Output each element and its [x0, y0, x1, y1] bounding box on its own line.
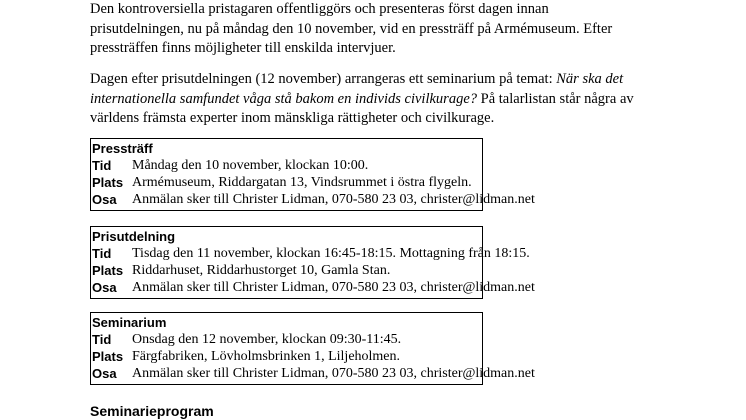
- seminar-text: Dagen efter prisutdelningen (12 november) arrangeras ett seminarium på temat:: [90, 71, 557, 87]
- row-value: Tisdag den 11 november, klockan 16:45-18:15. Mottagning från 18:15.: [132, 246, 530, 261]
- seminar-question: internationella samfundet våga stå bakom en individs civilkurage?: [90, 90, 478, 107]
- row-value: Måndag den 10 november, klockan 10:00.: [132, 158, 369, 173]
- event-row-osa: [91, 191, 535, 208]
- seminar-question: När ska det: [556, 71, 624, 87]
- row-value: Färgfabriken, Lövholmsbrinken 1, Liljeholmen.: [132, 349, 401, 364]
- event-box-presstraff: [90, 138, 535, 211]
- seminar-paragraph: [90, 70, 690, 129]
- intro-line: pressträffen finns möjligheter till enskilda intervjuer.: [90, 40, 396, 56]
- row-label: Tid: [92, 246, 112, 261]
- row-label: Plats: [92, 349, 124, 364]
- row-label: Tid: [92, 332, 112, 347]
- event-box-prisutdelning: [90, 226, 535, 299]
- intro-line: prisutdelningen, nu på måndag den 10 november, vid en pressträff på Armémuseum. Efter: [90, 20, 613, 37]
- row-label: Osa: [92, 366, 117, 381]
- seminar-text: världens främsta experter inom mänskliga rättigheter och civilkurage.: [90, 110, 495, 126]
- row-label: Tid: [92, 158, 112, 173]
- seminar-text: På talarlistan står några av: [477, 90, 634, 107]
- event-row-tid: [91, 331, 482, 348]
- row-value: Anmälan sker till Christer Lidman, 070-580 23 03, christer@lidman.net: [132, 192, 535, 207]
- event-row-plats: [91, 348, 482, 365]
- event-box-seminarium: [90, 312, 535, 385]
- program-heading: Seminarieprogram: [90, 403, 214, 419]
- event-title: Pressträff: [92, 141, 153, 156]
- event-title: Prisutdelning: [92, 229, 176, 244]
- row-value: Anmälan sker till Christer Lidman, 070-580 23 03, christer@lidman.net: [132, 280, 535, 295]
- intro-line: Den kontroversiella pristagaren offentliggörs och presenteras först dagen innan: [90, 1, 549, 17]
- row-value: Anmälan sker till Christer Lidman, 070-580 23 03, christer@lidman.net: [132, 366, 535, 381]
- event-row-plats: [91, 174, 482, 191]
- row-value: Onsdag den 12 november, klockan 09:30-11:45.: [132, 332, 402, 347]
- event-row-osa: [91, 279, 535, 296]
- intro-paragraph: [90, 0, 690, 59]
- row-label: Osa: [92, 280, 117, 295]
- event-row-plats: [91, 262, 482, 279]
- row-label: Plats: [92, 263, 124, 278]
- row-label: Osa: [92, 192, 117, 207]
- event-row-osa: [91, 365, 535, 382]
- row-label: Plats: [92, 175, 124, 190]
- event-row-tid: [91, 157, 482, 174]
- event-row-tid: [91, 245, 530, 262]
- event-title: Seminarium: [92, 315, 167, 330]
- row-value: Riddarhuset, Riddarhustorget 10, Gamla Stan.: [132, 263, 391, 278]
- row-value: Armémuseum, Riddargatan 13, Vindsrummet i östra flygeln.: [132, 175, 472, 190]
